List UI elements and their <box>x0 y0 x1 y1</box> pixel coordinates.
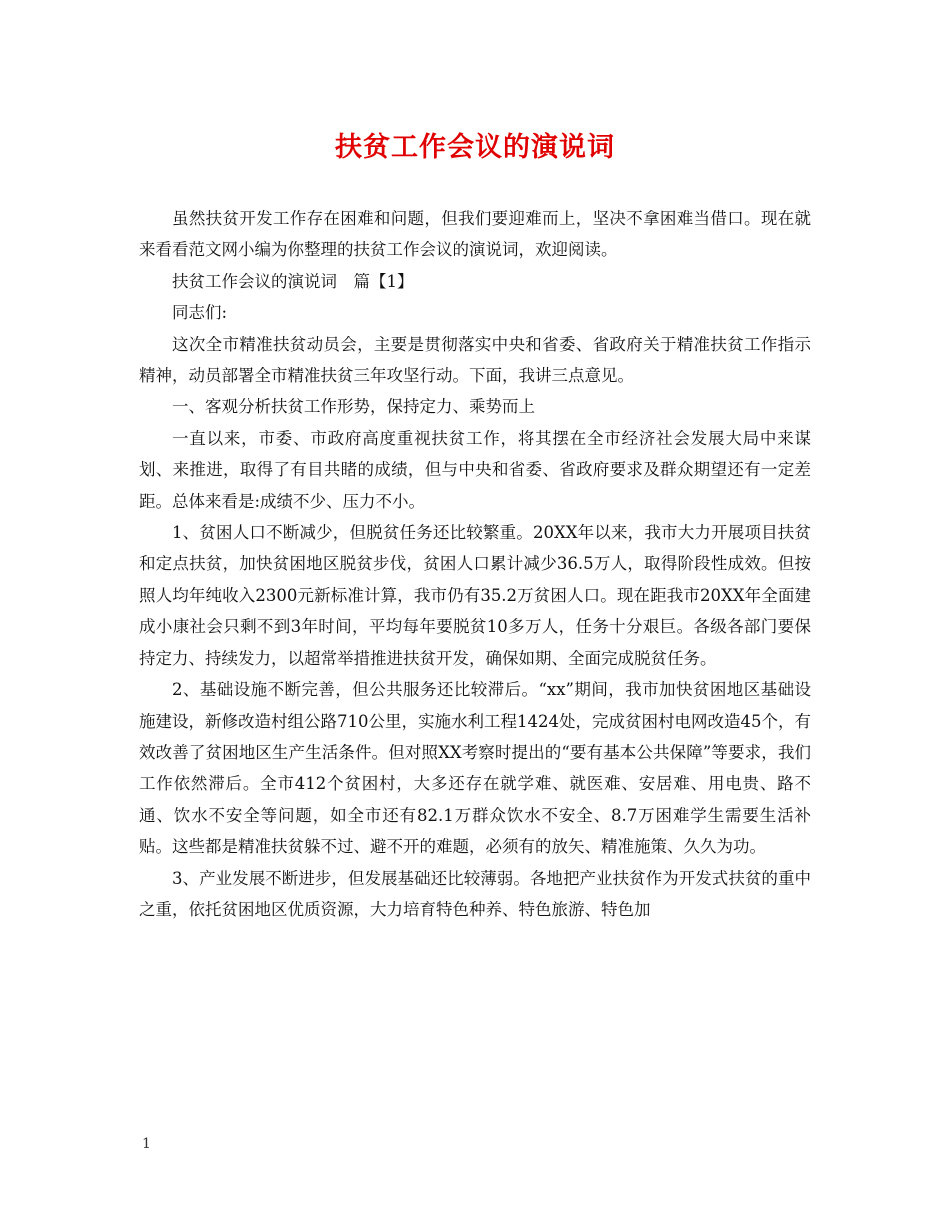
paragraph-point-1: 1、贫困人口不断减少，但脱贫任务还比较繁重。20XX年以来，我市大力开展项目扶贫和定点扶贫，加快贫困地区脱贫步伐，贫困人口累计减少36.5万人，取得阶段性成效。但按照人均年纯收入2300元新标准计算，我市仍有35.2万贫困人口。现在距我市20XX年全面建成小康社会只剩不到3年时间，平均每年要脱贫10多万人，任务十分艰巨。各级各部门要保持定力、持续发力，以超常举措推进扶贫开发，确保如期、全面完成脱贫任务。 <box>139 523 811 668</box>
paragraph-heading-one: 一、客观分析扶贫工作形势，保持定力、乘势而上 <box>172 397 535 417</box>
paragraph-salutation: 同志们: <box>172 303 228 323</box>
document-title: 扶贫工作会议的演说词 <box>335 132 615 163</box>
paragraph-overview: 一直以来，市委、市政府高度重视扶贫工作，将其摆在全市经济社会发展大局中来谋划、来推进，取得了有目共睹的成绩，但与中央和省委、省政府要求及群众期望还有一定差距。总体来看是:成绩不少、压力不小。 <box>139 428 811 511</box>
paragraph-section-heading: 扶贫工作会议的演说词 篇【1】 <box>172 271 414 291</box>
paragraph-point-3: 3、产业发展不断进步，但发展基础还比较薄弱。各地把产业扶贫作为开发式扶贫的重中之重，依托贫困地区优质资源，大力培育特色种养、特色旅游、特色加 <box>139 868 811 919</box>
paragraph-purpose: 这次全市精准扶贫动员会，主要是贯彻落实中央和省委、省政府关于精准扶贫工作指示精神，动员部署全市精准扶贫三年攻坚行动。下面，我讲三点意见。 <box>139 334 811 386</box>
document-body <box>139 203 811 925</box>
page-number: 1 <box>142 1136 151 1152</box>
paragraph-intro: 虽然扶贫开发工作存在困难和问题，但我们要迎难而上，坚决不拿困难当借口。现在就来看看范文网小编为你整理的扶贫工作会议的演说词，欢迎阅读。 <box>139 209 811 260</box>
paragraph-point-2: 2、基础设施不断完善，但公共服务还比较滞后。“xx”期间，我市加快贫困地区基础设施建设，新修改造村组公路710公里，实施水利工程1424处，完成贫困村电网改造45个，有效改善了贫困地区生产生活条件。但对照XX考察时提出的“要有基本公共保障”等要求，我们工作依然滞后。全市412个贫困村，大多还存在就学难、就医难、安居难、用电贵、路不通、饮水不安全等问题，如全市还有82.1万群众饮水不安全、8.7万困难学生需要生活补贴。这些都是精准扶贫躲不过、避不开的难题，必须有的放矢、精准施策、久久为功。 <box>139 680 811 857</box>
